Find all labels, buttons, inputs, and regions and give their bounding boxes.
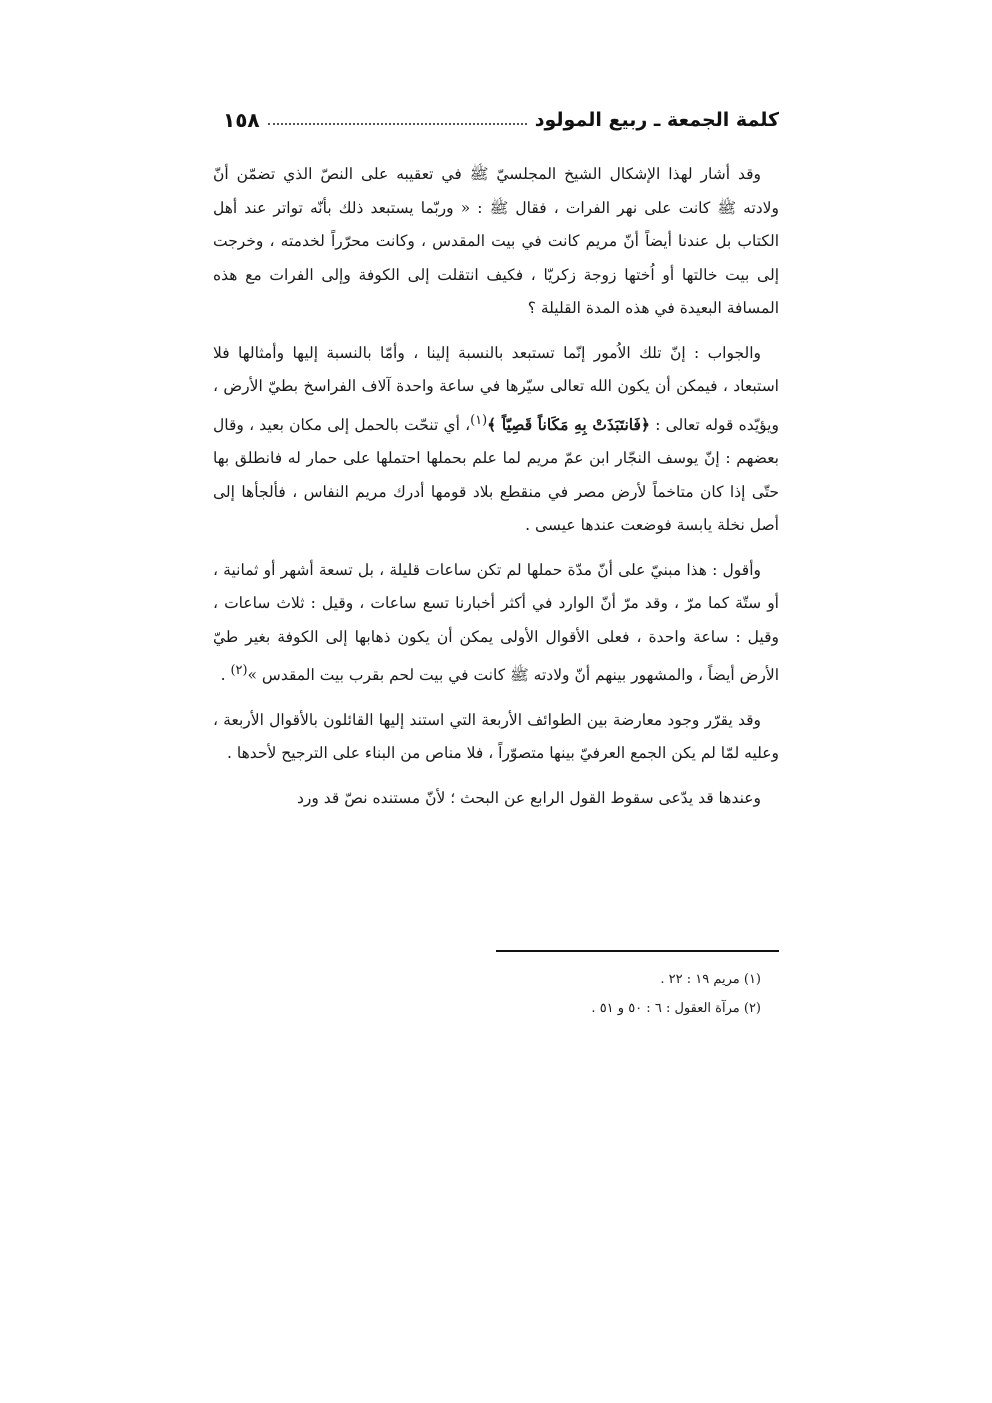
footnote-1: (١) مريم ١٩ : ٢٢ . [660,972,761,987]
book-title: كلمة الجمعة ـ ربيع المولود [534,109,779,131]
paragraph-1: وقد أشار لهذا الإشكال الشيخ المجلسيّ ﷺ في تعقيبه على النصّ الذي تضمّن أنّ ولادته ﷺ كانت على نهر الفرات ، فقال ﷺ : « وربّما يستبعد ذلك بأنّه تواتر عند أهل الكتاب بل عندنا أيضاً أنّ مريم كانت في بيت المقدس ، وكانت محرّراً لخدمته ، وخرجت إلى بيت خالتها أو اُختها زوجة زكريّا ، فكيف انتقلت إلى الكوفة وإلى الفرات مع هذه المسافة البعيدة في هذه المدة القليلة ؟ [213,165,779,317]
footnotes-divider [496,950,779,952]
paragraph-2-start: والجواب : إنّ تلك الاُمور إنّما تستبعد بالنسبة إلينا ، وأمّا بالنسبة إليها وأمثالها فلا استبعاد ، فيمكن أن يكون الله تعالى سيّرها في ساعة واحدة آلاف الفراسخ بطيّ الأرض ، ويؤيّده قوله تعالى : [213,343,779,434]
quran-verse: ﴿فَانتَبَذَتْ بِهِ مَكَاناً قَصِيّاً ﴾ [487,414,650,434]
page-number: ١٥٨ [223,108,260,132]
paragraph-2-end: ، أي تنحّت بالحمل إلى مكان بعيد ، وقال بعضهم : إنّ يوسف النجّار ابن عمّ مريم لما علم بحملها احتملها على حمار له فانطلق بها حتّى إذا كان متاخماً لأرض مصر في منقطع بلاد قومها أدرك مريم النفاس ، فألجأها إلى أصل نخلة يابسة فوضعت عندها عيسى . [213,415,779,535]
body-text [213,158,779,826]
page-header [213,100,779,140]
footnote-ref-1: (١) [470,412,488,428]
paragraph-4: وقد يقرّر وجود معارضة بين الطوائف الأربعة التي استند إليها القائلون بالأقوال الأربعة ، وعليه لمّا لم يكن الجمع العرفيّ بينها متصوّراً ، فلا مناص من البناء على الترجيح لأحدها . [213,710,779,763]
footnotes [213,965,779,1023]
paragraph-3-text: وأقول : هذا مبنيّ على أنّ مدّة حملها لم تكن ساعات قليلة ، بل تسعة أشهر أو ثمانية ، أو ستّة كما مرّ ، وقد مرّ أنّ الوارد في أكثر أخبارنا تسع ساعات ، وقيل : ثلاث ساعات ، وقيل : ساعة واحدة ، فعلى الأقوال الأولى يمكن أن يكون ذهابها إلى الكوفة بغير طيّ الأرض أيضاً ، والمشهور بينهم أنّ ولادته ﷺ كانت في بيت لحم بقرب بيت المقدس » [213,560,779,685]
paragraph-3: وأقول : هذا مبنيّ على أنّ مدّة حملها لم تكن ساعات قليلة ، بل تسعة أشهر أو ثمانية ، أو ستّة كما مرّ ، وقد مرّ أنّ الوارد في أكثر أخبارنا تسع ساعات ، وقيل : ثلاث ساعات ، وقيل : ساعة واحدة ، فعلى الأقوال الأولى يمكن أن يكون ذهابها إلى الكوفة بغير طيّ الأرض أيضاً ، والمشهور بينهم أنّ ولادته ﷺ كانت في بيت لحم بقرب بيت المقدس »$^{(٢)}$ . [213,560,779,685]
footnote-ref-2: (٢) [230,663,248,679]
document-page [213,90,779,1340]
paragraph-2 [213,337,779,543]
header-dotted-leader [268,123,527,125]
paragraph-5: وعندها قد يدّعى سقوط القول الرابع عن البحث ؛ لأنّ مستنده نصّ قد ورد [296,788,761,807]
footnote-2: (٢) مرآة العقول : ٦ : ٥٠ و ٥١ . [591,1001,761,1016]
